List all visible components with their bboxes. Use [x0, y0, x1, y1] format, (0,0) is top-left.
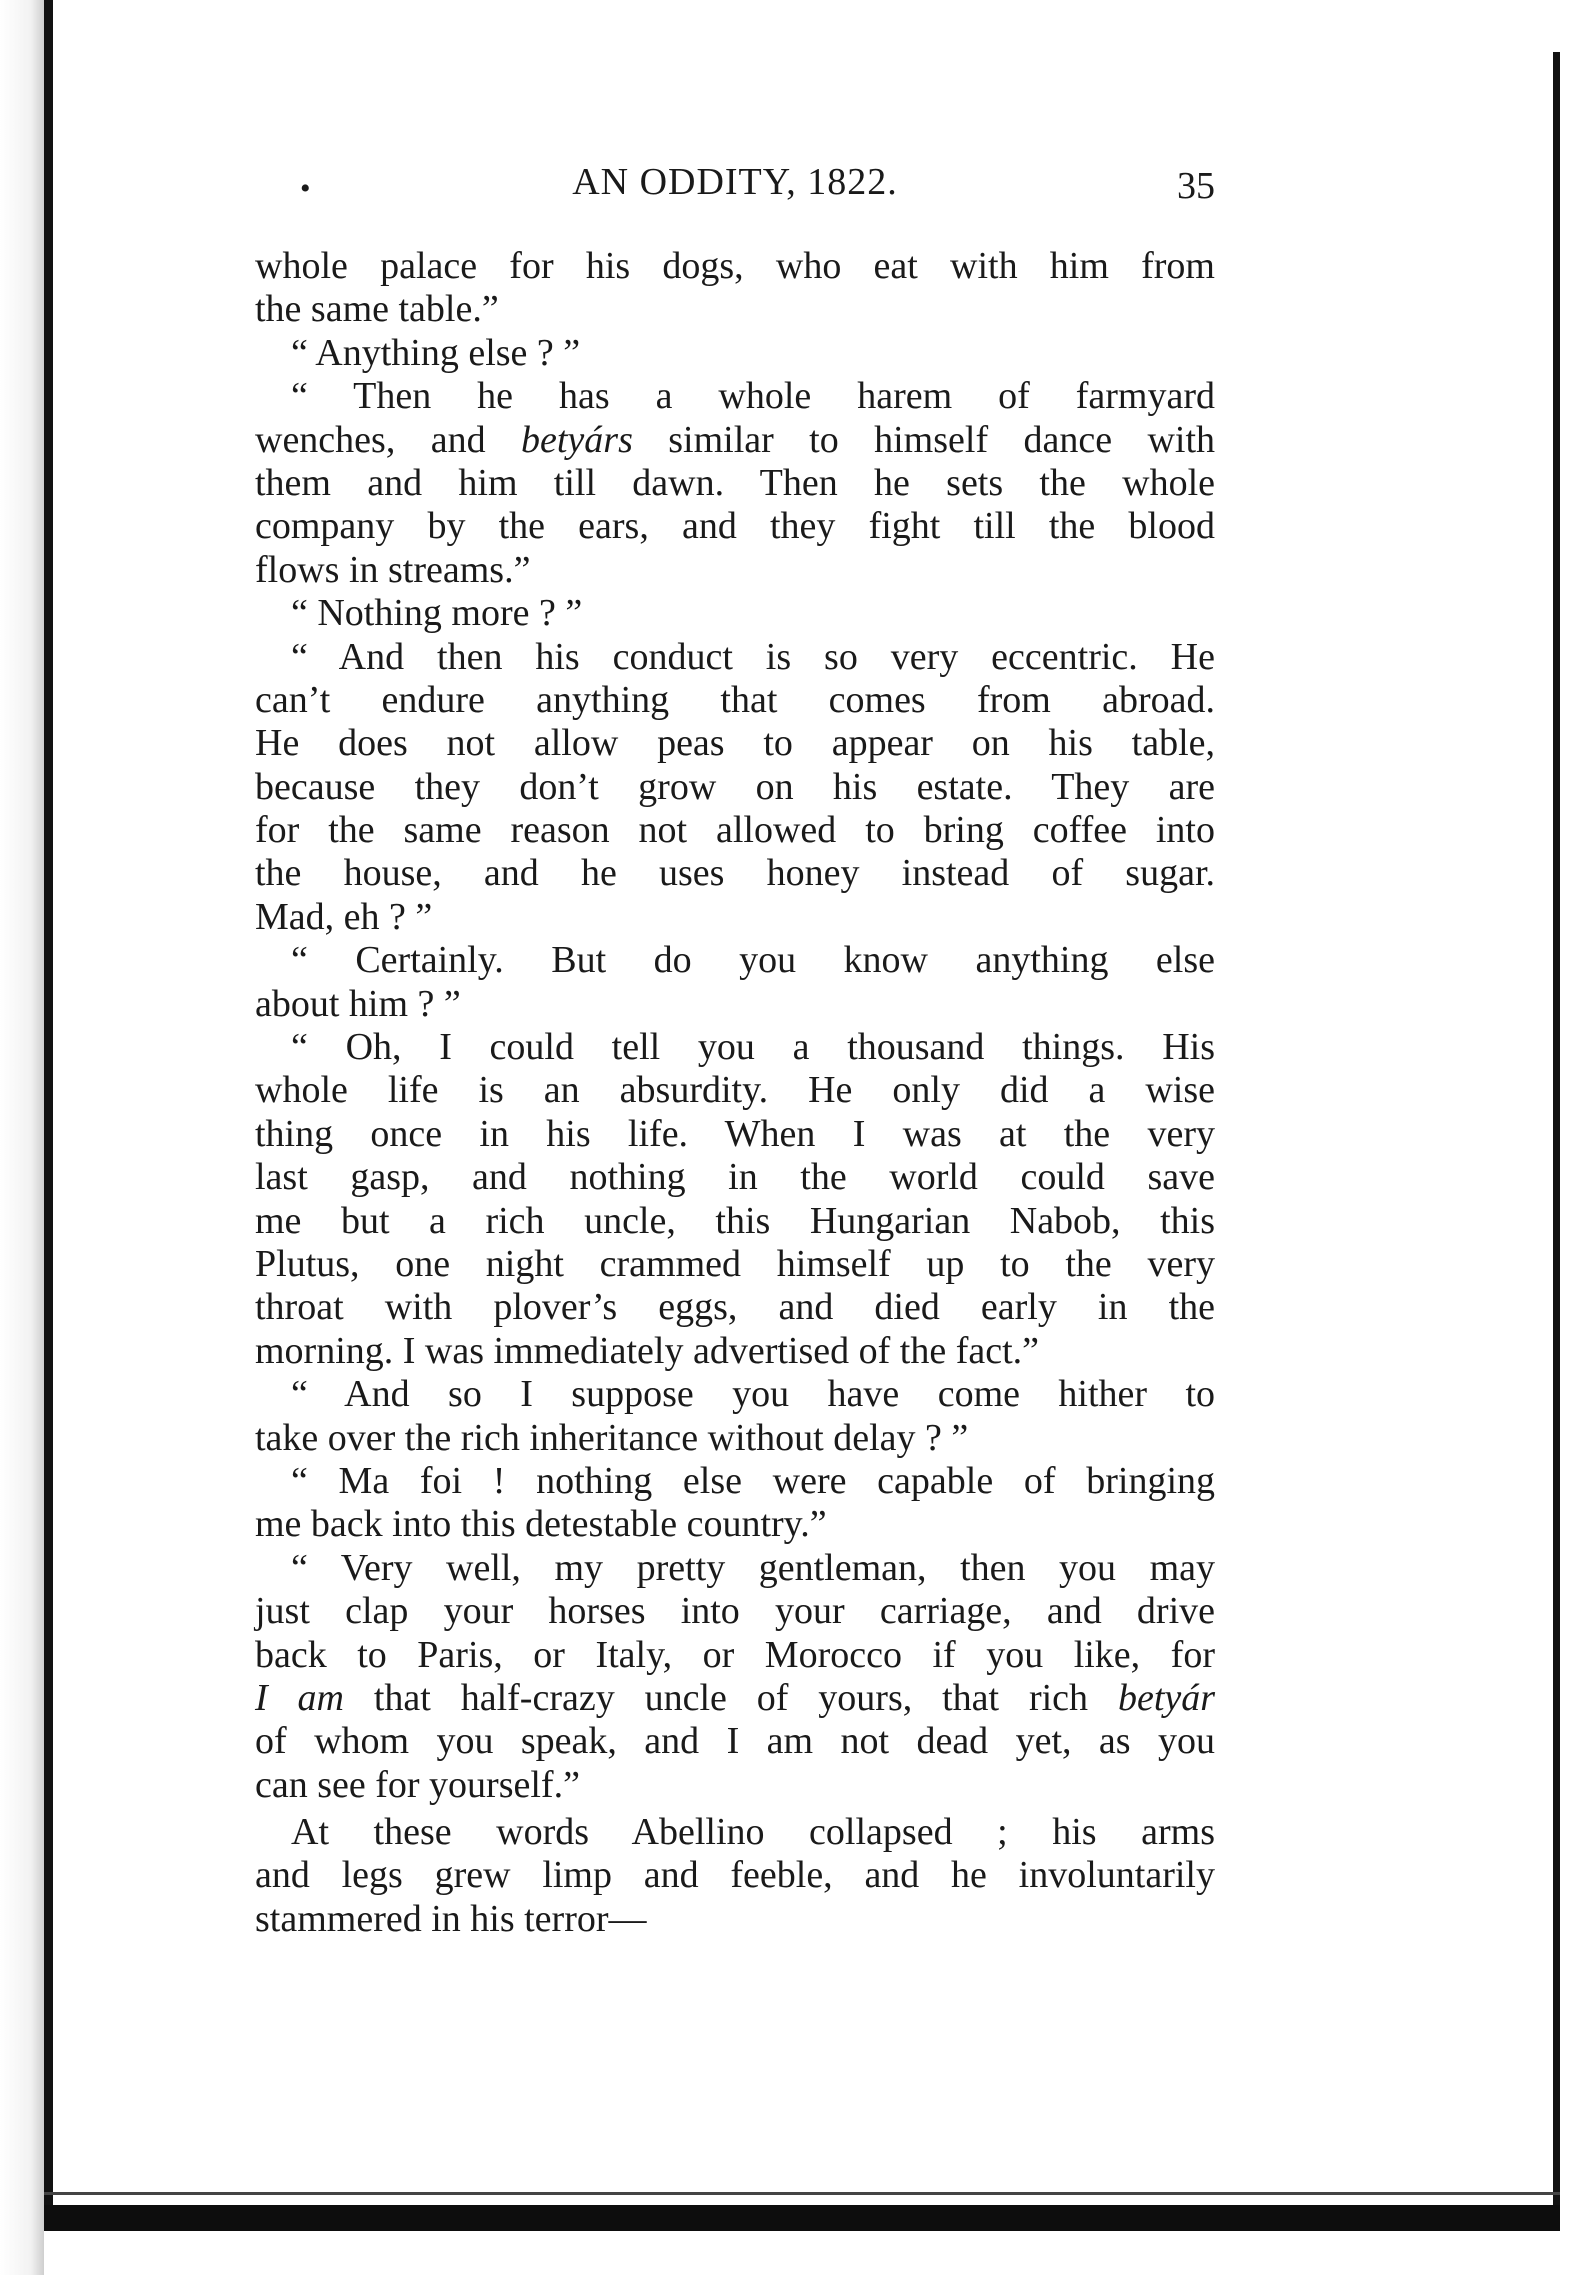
- text-segment: similar to himself dance with: [668, 418, 1216, 461]
- text-line: “ Nothing more ? ”: [291, 592, 583, 635]
- scan-border-bottom-thin: [44, 2192, 1560, 2195]
- italic-word: I am: [255, 1676, 344, 1719]
- text-line: can’t endure anything that comes from abroad.: [255, 678, 1215, 721]
- text-line: [255, 419, 1215, 462]
- text-line: them and him till dawn. Then he sets the whole: [255, 461, 1215, 504]
- text-line: whole palace for his dogs, who eat with him from: [255, 245, 1215, 287]
- scan-border-bottom: [44, 2205, 1560, 2231]
- text-segment: that half-crazy uncle of yours, that rich: [373, 1676, 1089, 1719]
- text-line: just clap your horses into your carriage, and drive: [255, 1590, 1215, 1633]
- text-line: flows in streams.”: [255, 548, 531, 591]
- text-line: whole life is an absurdity. He only did a wise: [255, 1069, 1215, 1112]
- text-line: At these words Abellino collapsed ; his arms: [291, 1811, 1215, 1854]
- text-line: “ Certainly. But do you know anything else: [291, 939, 1215, 982]
- scan-border-right: [1553, 52, 1560, 2227]
- scan-shadow-left: [0, 0, 44, 2275]
- text-line: can see for yourself.”: [255, 1763, 580, 1806]
- text-segment: wenches, and: [255, 418, 486, 461]
- text-line: Mad, eh ? ”: [255, 895, 433, 938]
- text-line: of whom you speak, and I am not dead yet, as you: [255, 1720, 1215, 1763]
- running-head-mark: •: [300, 172, 311, 205]
- italic-word: betyárs: [520, 418, 633, 461]
- text-line: take over the rich inheritance without delay ? ”: [255, 1416, 969, 1459]
- running-head: [255, 160, 1215, 220]
- text-line: “ Very well, my pretty gentleman, then you may: [291, 1546, 1215, 1589]
- text-line: company by the ears, and they fight till the blood: [255, 505, 1215, 548]
- text-line: the house, and he uses honey instead of sugar.: [255, 852, 1215, 895]
- text-line: “ Ma foi ! nothing else were capable of bringing: [291, 1459, 1215, 1502]
- text-line: throat with plover’s eggs, and died early in the: [255, 1286, 1215, 1329]
- page-number: 35: [1177, 165, 1215, 207]
- text-line: stammered in his terror—: [255, 1897, 647, 1940]
- text-line: “ Oh, I could tell you a thousand things. His: [291, 1026, 1215, 1069]
- text-line: “ Anything else ? ”: [291, 331, 581, 374]
- text-line: Plutus, one night crammed himself up to the very: [255, 1242, 1215, 1285]
- text-line: for the same reason not allowed to bring coffee into: [255, 809, 1215, 852]
- text-line: me but a rich uncle, this Hungarian Nabob, this: [255, 1199, 1215, 1242]
- text-line: about him ? ”: [255, 982, 461, 1025]
- text-line: morning. I was immediately advertised of the fact.”: [255, 1329, 1040, 1372]
- text-line: “ Then he has a whole harem of farmyard: [291, 375, 1215, 418]
- scan-border-left: [44, 0, 53, 2220]
- text-line: me back into this detestable country.”: [255, 1503, 827, 1546]
- text-line: “ And then his conduct is so very eccentric. He: [291, 635, 1215, 678]
- text-line: thing once in his life. When I was at the very: [255, 1112, 1215, 1155]
- italic-word: betyár: [1117, 1676, 1216, 1719]
- running-head-title: AN ODDITY, 1822.: [572, 161, 898, 203]
- text-line: last gasp, and nothing in the world could save: [255, 1156, 1215, 1199]
- text-line: because they don’t grow on his estate. They are: [255, 765, 1215, 808]
- text-line: “ And so I suppose you have come hither to: [291, 1373, 1215, 1416]
- body-text: [255, 245, 1215, 1941]
- text-line: the same table.”: [255, 288, 499, 331]
- text-line: and legs grew limp and feeble, and he involuntarily: [255, 1854, 1215, 1897]
- text-line: He does not allow peas to appear on his table,: [255, 722, 1215, 765]
- text-line: back to Paris, or Italy, or Morocco if you like, for: [255, 1633, 1215, 1676]
- text-line: [255, 1677, 1215, 1720]
